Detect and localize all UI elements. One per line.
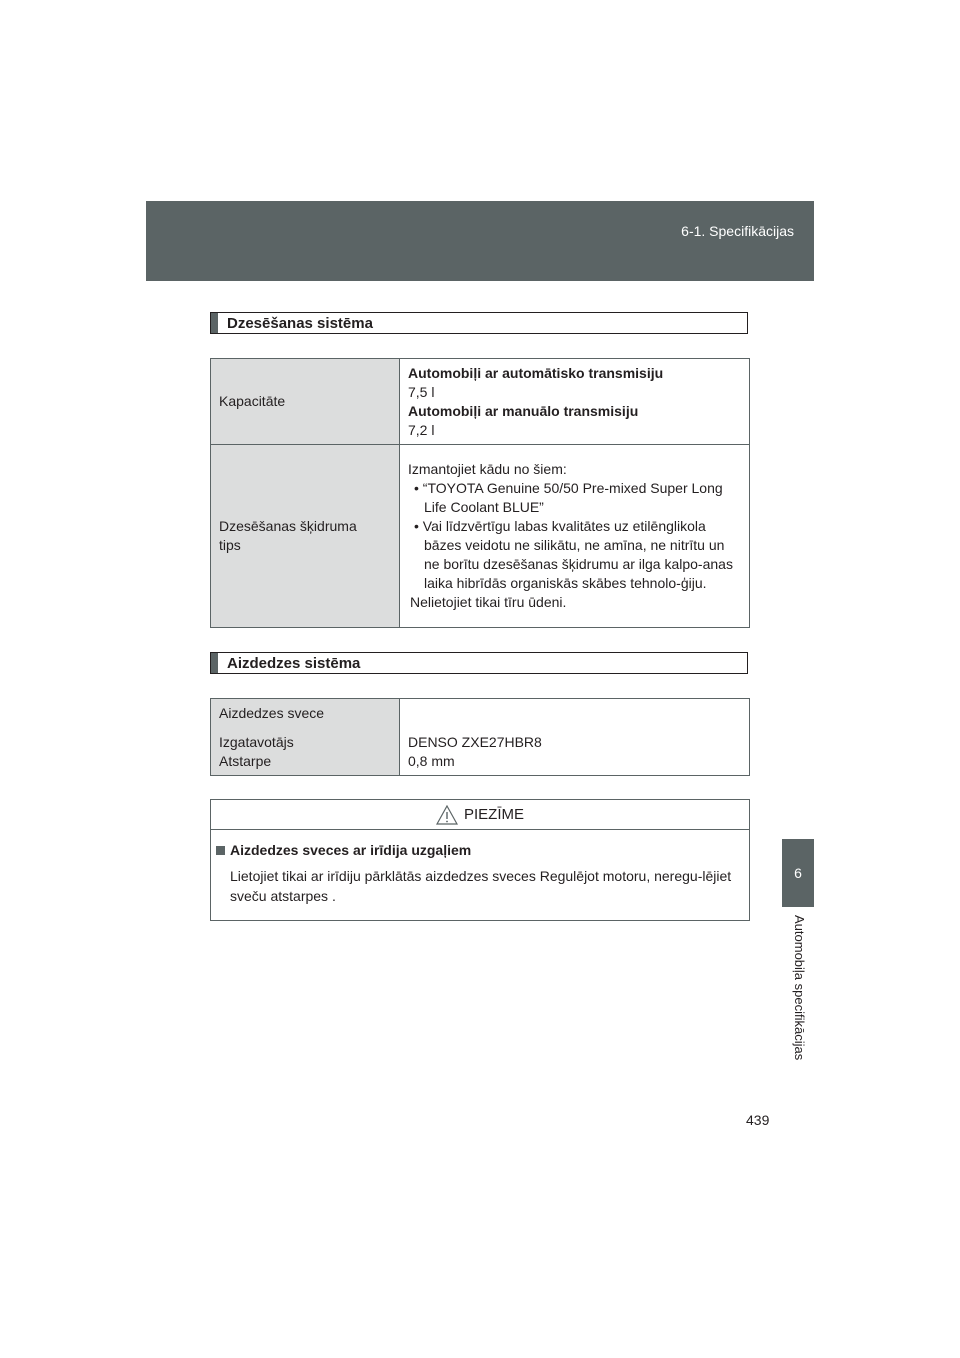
note-subtitle [216,842,471,858]
capacity-value [400,359,750,445]
note-box [210,799,750,921]
fluid-label-line-1: Dzesēšanas šķidruma [219,518,357,534]
page-number: 439 [746,1112,770,1128]
fluid-bullet-2: • Vai līdzvērtīgu labas kvalitātes uz etilēnglikola bāzes veidotu ne silikātu, ne amīna, ne nitrītu un ne borītu dzesēšanas šķidrumu ar ilga kalpo-anas laika hibrīdās organiskās skābes tehnolo-ģiju. [414,518,733,591]
fluid-label [211,445,400,628]
fluid-intro: Izmantojiet kādu no šiem: [408,461,567,477]
note-header [211,800,749,830]
gap-value: 0,8 mm [408,753,455,769]
fluid-warning: Nelietojiet tikai tīru ūdeni. [410,594,567,610]
maker-value: DENSO ZXE27HBR8 [408,734,542,750]
chapter-tab: 6 [782,839,814,907]
header-band [146,201,814,281]
cooling-table [210,358,750,628]
heading-bar [211,653,218,673]
ignition-labels [211,699,400,776]
capacity-label: Kapacitāte [211,359,400,445]
ignition-values [400,699,750,776]
fluid-value [400,445,750,628]
plug-label: Aizdedzes svece [219,705,325,721]
note-body: Lietojiet tikai ar irīdiju pārklātās aizdedzes sveces Regulējot motoru, neregu-lējiet sveču atstarpes . [230,868,732,904]
capacity-manual-value: 7,2 l [408,421,435,438]
ignition-heading [210,652,748,674]
chapter-label: Automobiļa specifikācijas [792,915,807,1061]
ignition-table [210,698,750,776]
fluid-bullet-1: • “TOYOTA Genuine 50/50 Pre-mixed Super Long Life Coolant BLUE” [414,480,723,515]
square-bullet-icon [216,846,225,855]
heading-bar [211,313,218,333]
note-subtitle-text: Aizdedzes sveces ar irīdija uzgaļiem [230,842,472,858]
note-title: PIEZĪME [464,806,525,823]
section-title: 6-1. Specifikācijas [681,223,794,239]
table-row [211,699,750,776]
capacity-manual-title: Automobiļi ar manuālo transmisiju [408,402,639,419]
table-row [211,359,750,445]
capacity-auto-value: 7,5 l [408,383,435,400]
warning-triangle-icon [436,805,458,825]
cooling-heading-text: Dzesēšanas sistēma [227,315,373,332]
capacity-auto-title: Automobiļi ar automātisko transmisiju [408,364,664,381]
cooling-heading [210,312,748,334]
ignition-heading-text: Aizdedzes sistēma [227,655,361,672]
maker-label: Izgatavotājs [219,734,294,750]
gap-label: Atstarpe [219,753,272,769]
table-row [211,445,750,628]
fluid-label-line-2: tips [219,537,241,553]
